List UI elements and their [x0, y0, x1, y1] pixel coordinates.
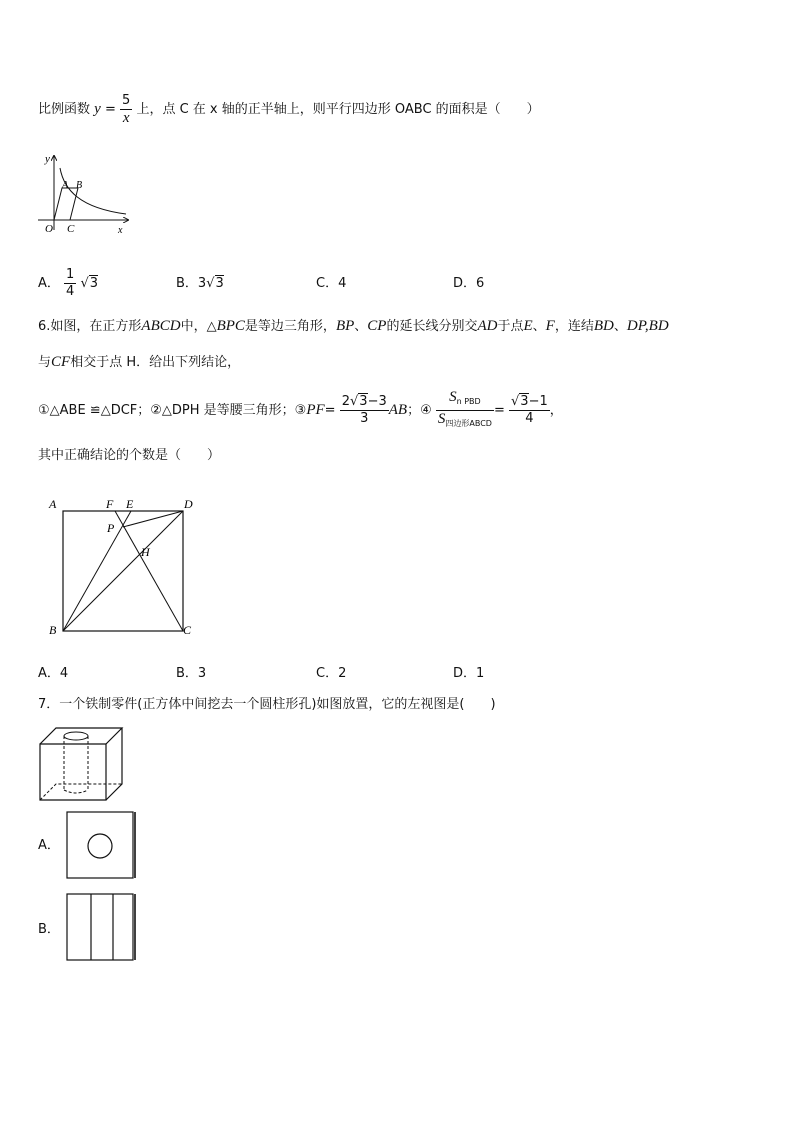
- q5-option-a[interactable]: [38, 264, 98, 304]
- q6-text: ，连结: [554, 319, 594, 334]
- q6-text: 是等边三角形，: [244, 319, 336, 334]
- q6-var-abcd: ABCD: [141, 318, 181, 334]
- q6-text: 、: [613, 319, 627, 334]
- q5-stem-suffix: 上，点 C 在 x 轴的正半轴上，则平行四边形 OABC 的面积是（ ）: [136, 102, 540, 117]
- q6-conclusions: [38, 388, 563, 432]
- q6-option-a[interactable]: A．4: [38, 666, 69, 681]
- q6-line-cf: [115, 511, 183, 631]
- q5-option-a-fraction: [64, 267, 76, 300]
- q5-stem-prefix: 比例函数: [38, 102, 91, 117]
- q6-text: 的延长线分别交: [386, 319, 478, 334]
- q6-label-b: B: [49, 623, 57, 637]
- q6-conclusion-3-fraction: [340, 394, 389, 427]
- q6-c4-numerator: [436, 389, 494, 411]
- q6-c4-result-fraction: [509, 394, 550, 427]
- q5-option-b[interactable]: [176, 264, 224, 304]
- q5-fraction-denominator: x: [122, 110, 130, 126]
- q6-eq: =: [324, 403, 336, 418]
- q6-var-pf: PF: [306, 402, 325, 418]
- q5-parallelogram: [54, 188, 78, 220]
- q7-option-a-figure[interactable]: [66, 810, 138, 880]
- q6-var-bd: BD: [593, 318, 614, 334]
- q5-option-b-radicand: 3: [215, 276, 224, 291]
- q6-option-d[interactable]: D．1: [453, 666, 485, 681]
- q5-label-x: x: [118, 225, 123, 236]
- q7-cube-front-face: [40, 744, 106, 800]
- q5-option-a-numerator: 1: [66, 267, 75, 282]
- q6-var-ab: AB: [388, 402, 408, 418]
- q7-option-b-figure[interactable]: [66, 892, 138, 964]
- q6-c4-eq: =: [493, 403, 505, 418]
- q5-function-graph: [34, 150, 134, 236]
- q6-c4-result-denominator: 4: [525, 411, 534, 426]
- q6-var-ad: AD: [477, 318, 498, 334]
- q6-square-figure: [44, 494, 202, 638]
- q6-c4-denominator: [436, 411, 494, 432]
- q5-option-a-radical: √3: [80, 276, 99, 291]
- q6-c3-numerator: 2√3−3: [341, 394, 387, 409]
- q5-label-a: A: [62, 180, 69, 191]
- q6-option-c[interactable]: C．2: [316, 666, 347, 681]
- q6-label-e: E: [126, 497, 134, 511]
- q7-option-b-label[interactable]: B．: [38, 922, 60, 937]
- q5-option-b-radical: √3: [206, 276, 224, 291]
- q6-var-bpc: BPC: [216, 318, 245, 334]
- q6-c3-denominator: 3: [360, 411, 369, 426]
- q7-cube-figure: [36, 722, 128, 804]
- q7-option-a-circle: [88, 834, 112, 858]
- q5-stem: [38, 90, 540, 128]
- q6-c4-num-sub: n PBD: [456, 397, 481, 406]
- q6-stem-line2: [38, 350, 240, 374]
- q5-hyperbola: [60, 168, 126, 214]
- q5-option-b-coef: 3: [197, 276, 207, 291]
- q7-cube-side-face: [106, 728, 122, 800]
- q6-conclusion-1-2: ①△ABE ≌△DCF；②△DPH 是等腰三角形；③: [38, 403, 307, 418]
- q5-label-o: O: [45, 223, 53, 235]
- q7-hole-bottom-arc: [64, 790, 88, 793]
- q6-label-d: D: [184, 497, 193, 511]
- q6-text: 中，△: [180, 319, 217, 334]
- q5-label-c: C: [67, 223, 75, 235]
- q6-label-c: C: [183, 623, 192, 637]
- q6-c3-num-minus: −3: [367, 394, 387, 409]
- q6-var-f: F: [545, 318, 555, 334]
- q7-hole-top-ellipse: [64, 732, 88, 740]
- q6-text: 、: [532, 319, 546, 334]
- q6-text: 于点: [497, 319, 524, 334]
- q6-c4-end: ，: [549, 403, 563, 418]
- q6-c4-num-s: S: [449, 388, 457, 405]
- q6-label-f: F: [106, 497, 114, 511]
- q7-stem: 7．一个铁制零件(正方体中间挖去一个圆柱形孔)如图放置，它的左视图是( ): [38, 697, 496, 712]
- q6-var-cp: CP: [367, 318, 387, 334]
- q6-var-bp: BP: [335, 318, 355, 334]
- q5-option-a-label: A．: [38, 276, 60, 291]
- q6-conclusion-4-fraction: [436, 389, 494, 432]
- q5-fraction-numerator: 5: [122, 93, 131, 108]
- q5-option-c[interactable]: C．4: [316, 276, 347, 291]
- q7-option-a-square: [67, 812, 133, 878]
- q6-line-pd: [123, 511, 183, 527]
- q5-label-b: B: [76, 180, 83, 191]
- q6-question: 其中正确结论的个数是（ ）: [38, 448, 221, 463]
- q7-option-a-label[interactable]: A．: [38, 838, 60, 853]
- q6-text: 、: [354, 319, 368, 334]
- q6-c4-result-numerator: √3−1: [511, 394, 548, 409]
- q6-c4-result-radicand: 3: [520, 394, 529, 409]
- q6-text: 与: [38, 355, 52, 370]
- q5-function-y: y: [94, 101, 101, 117]
- q6-label-a: A: [49, 497, 57, 511]
- q6-option-b[interactable]: B．3: [176, 666, 207, 681]
- q7-option-b-square: [67, 894, 133, 960]
- q6-c4-den-s: S: [437, 411, 446, 427]
- q6-c3-num-radicand: 3: [359, 394, 368, 409]
- q6-conclusion-4-lead: ；④: [407, 403, 432, 418]
- q5-function-fraction: [120, 93, 132, 126]
- q5-option-a-radicand: 3: [89, 276, 99, 291]
- q6-line-bd: [63, 511, 183, 631]
- q6-var-dp-bd: DP,BD: [626, 318, 669, 334]
- q6-stem-line1: [38, 314, 669, 338]
- q7-cube-top-face: [40, 728, 122, 744]
- q6-text: 6.如图，在正方形: [38, 319, 142, 334]
- q5-option-b-label: B．: [176, 276, 198, 291]
- q6-var-e: E: [523, 318, 533, 334]
- q6-c4-den-sub: 四边形ABCD: [445, 419, 492, 429]
- q6-c3-num-coef: 2: [341, 394, 350, 409]
- q5-option-a-denominator: 4: [66, 284, 75, 299]
- q6-label-h: H: [141, 545, 150, 559]
- q6-c4-result-minus: −1: [528, 394, 548, 409]
- q6-text: 相交于点 H．给出下列结论，: [70, 355, 241, 370]
- q5-function-eq: =: [104, 102, 116, 117]
- q6-label-p: P: [107, 521, 115, 535]
- q6-var-cf: CF: [51, 354, 71, 370]
- q6-line-be: [63, 511, 131, 631]
- q5-label-y: y: [45, 153, 50, 165]
- q5-option-d[interactable]: D．6: [453, 276, 485, 291]
